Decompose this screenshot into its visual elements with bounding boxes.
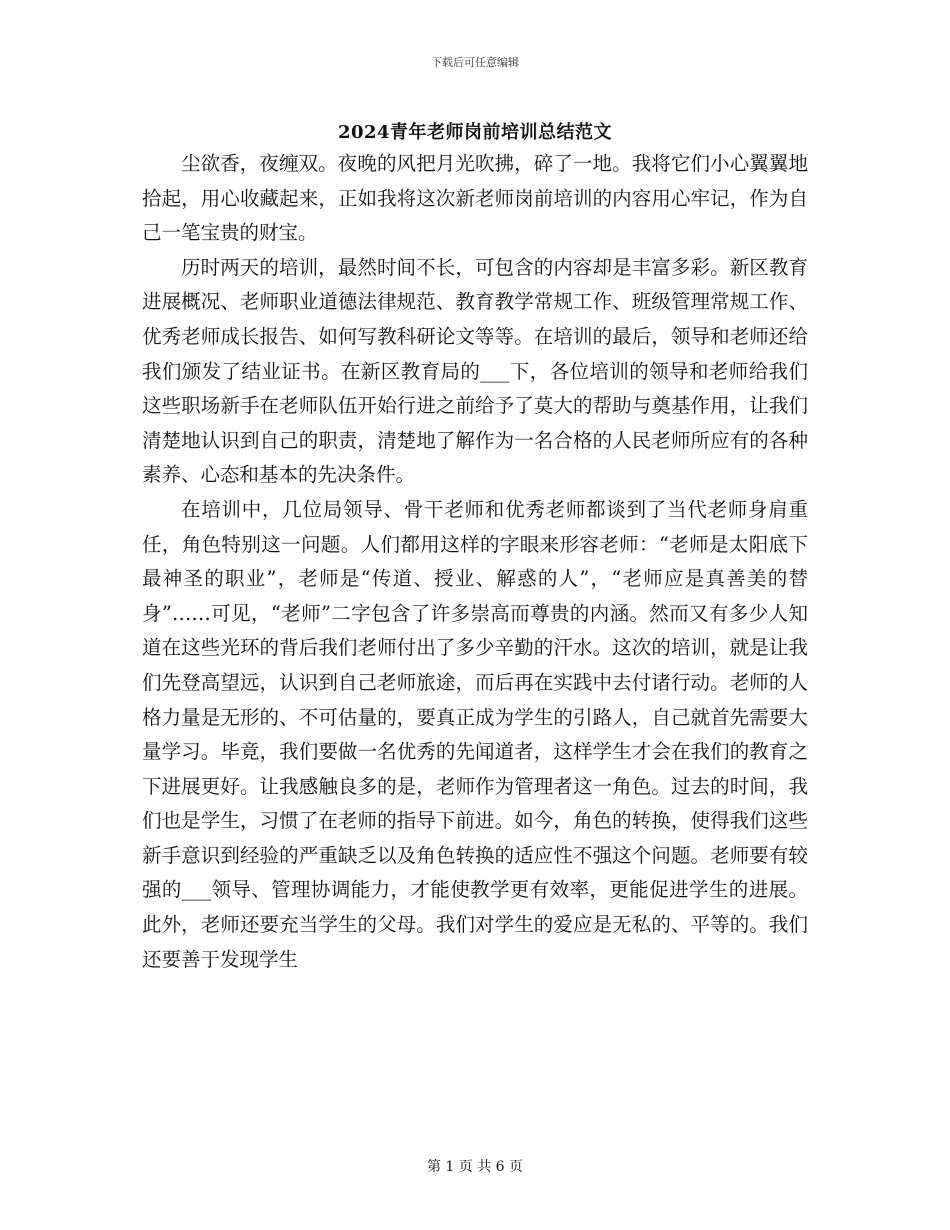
paragraph-3: 在培训中，几位局领导、骨干老师和优秀老师都谈到了当代老师身肩重任，角色特别这一问题。人们都用这样的字眼来形容老师：“老师是太阳底下最神圣的职业”，老师是“传道、授业、解惑的人”，“老师应是真善美的替身”……可见，“老师”二字包含了许多崇高而尊贵的内涵。然而又有多少人知道在这些光环的背后我们老师付出了多少辛勤的汗水。这次的培训，就是让我们先登高望远，认识到自己老师旅途，而后再在实践中去付诸行动。老师的人格力量是无形的、不可估量的，要真正成为学生的引路人，自己就首先需要大量学习。毕竟，我们要做一名优秀的先闻道者，这样学生才会在我们的教育之下进展更好。让我感触良多的是，老师作为管理者这一角色。过去的时间，我们也是学生，习惯了在老师的指导下前进。如今，角色的转换，使得我们这些新手意识到经验的严重缺乏以及角色转换的适应性不强这个问题。老师要有较强的___领导、管理协调能力，才能使教学更有效率，更能促进学生的进展。此外，老师还要充当学生的父母。我们对学生的爱应是无私的、平等的。我们还要善于发现学生 xyxy=(142,497,808,971)
paragraph-2: 历时两天的培训，最然时间不长，可包含的内容却是丰富多彩。新区教育进展概况、老师职业道德法律规范、教育教学常规工作、班级管理常规工作、优秀老师成长报告、如何写教科研论文等等。在培训的最后，领导和老师还给我们颁发了结业证书。在新区教育局的___下，各位培训的领导和老师给我们这些职场新手在老师队伍开始行进之前给予了莫大的帮助与奠基作用，让我们清楚地认识到自己的职责，清楚地了解作为一名合格的人民老师所应有的各种素养、心态和基本的先决条件。 xyxy=(142,255,808,487)
document-body xyxy=(142,147,808,977)
page-header-note: 下载后可任意编辑 xyxy=(431,56,519,69)
document-title: 2024青年老师岗前培训总结范文 xyxy=(337,122,613,143)
page-number: 第 1 页 共 6 页 xyxy=(426,1159,524,1175)
paragraph-1: 尘欲香，夜缠双。夜晚的风把月光吹拂，碎了一地。我将它们小心翼翼地拾起，用心收藏起来，正如我将这次新老师岗前培训的内容用心牢记，作为自己一笔宝贵的财宝。 xyxy=(142,152,808,245)
